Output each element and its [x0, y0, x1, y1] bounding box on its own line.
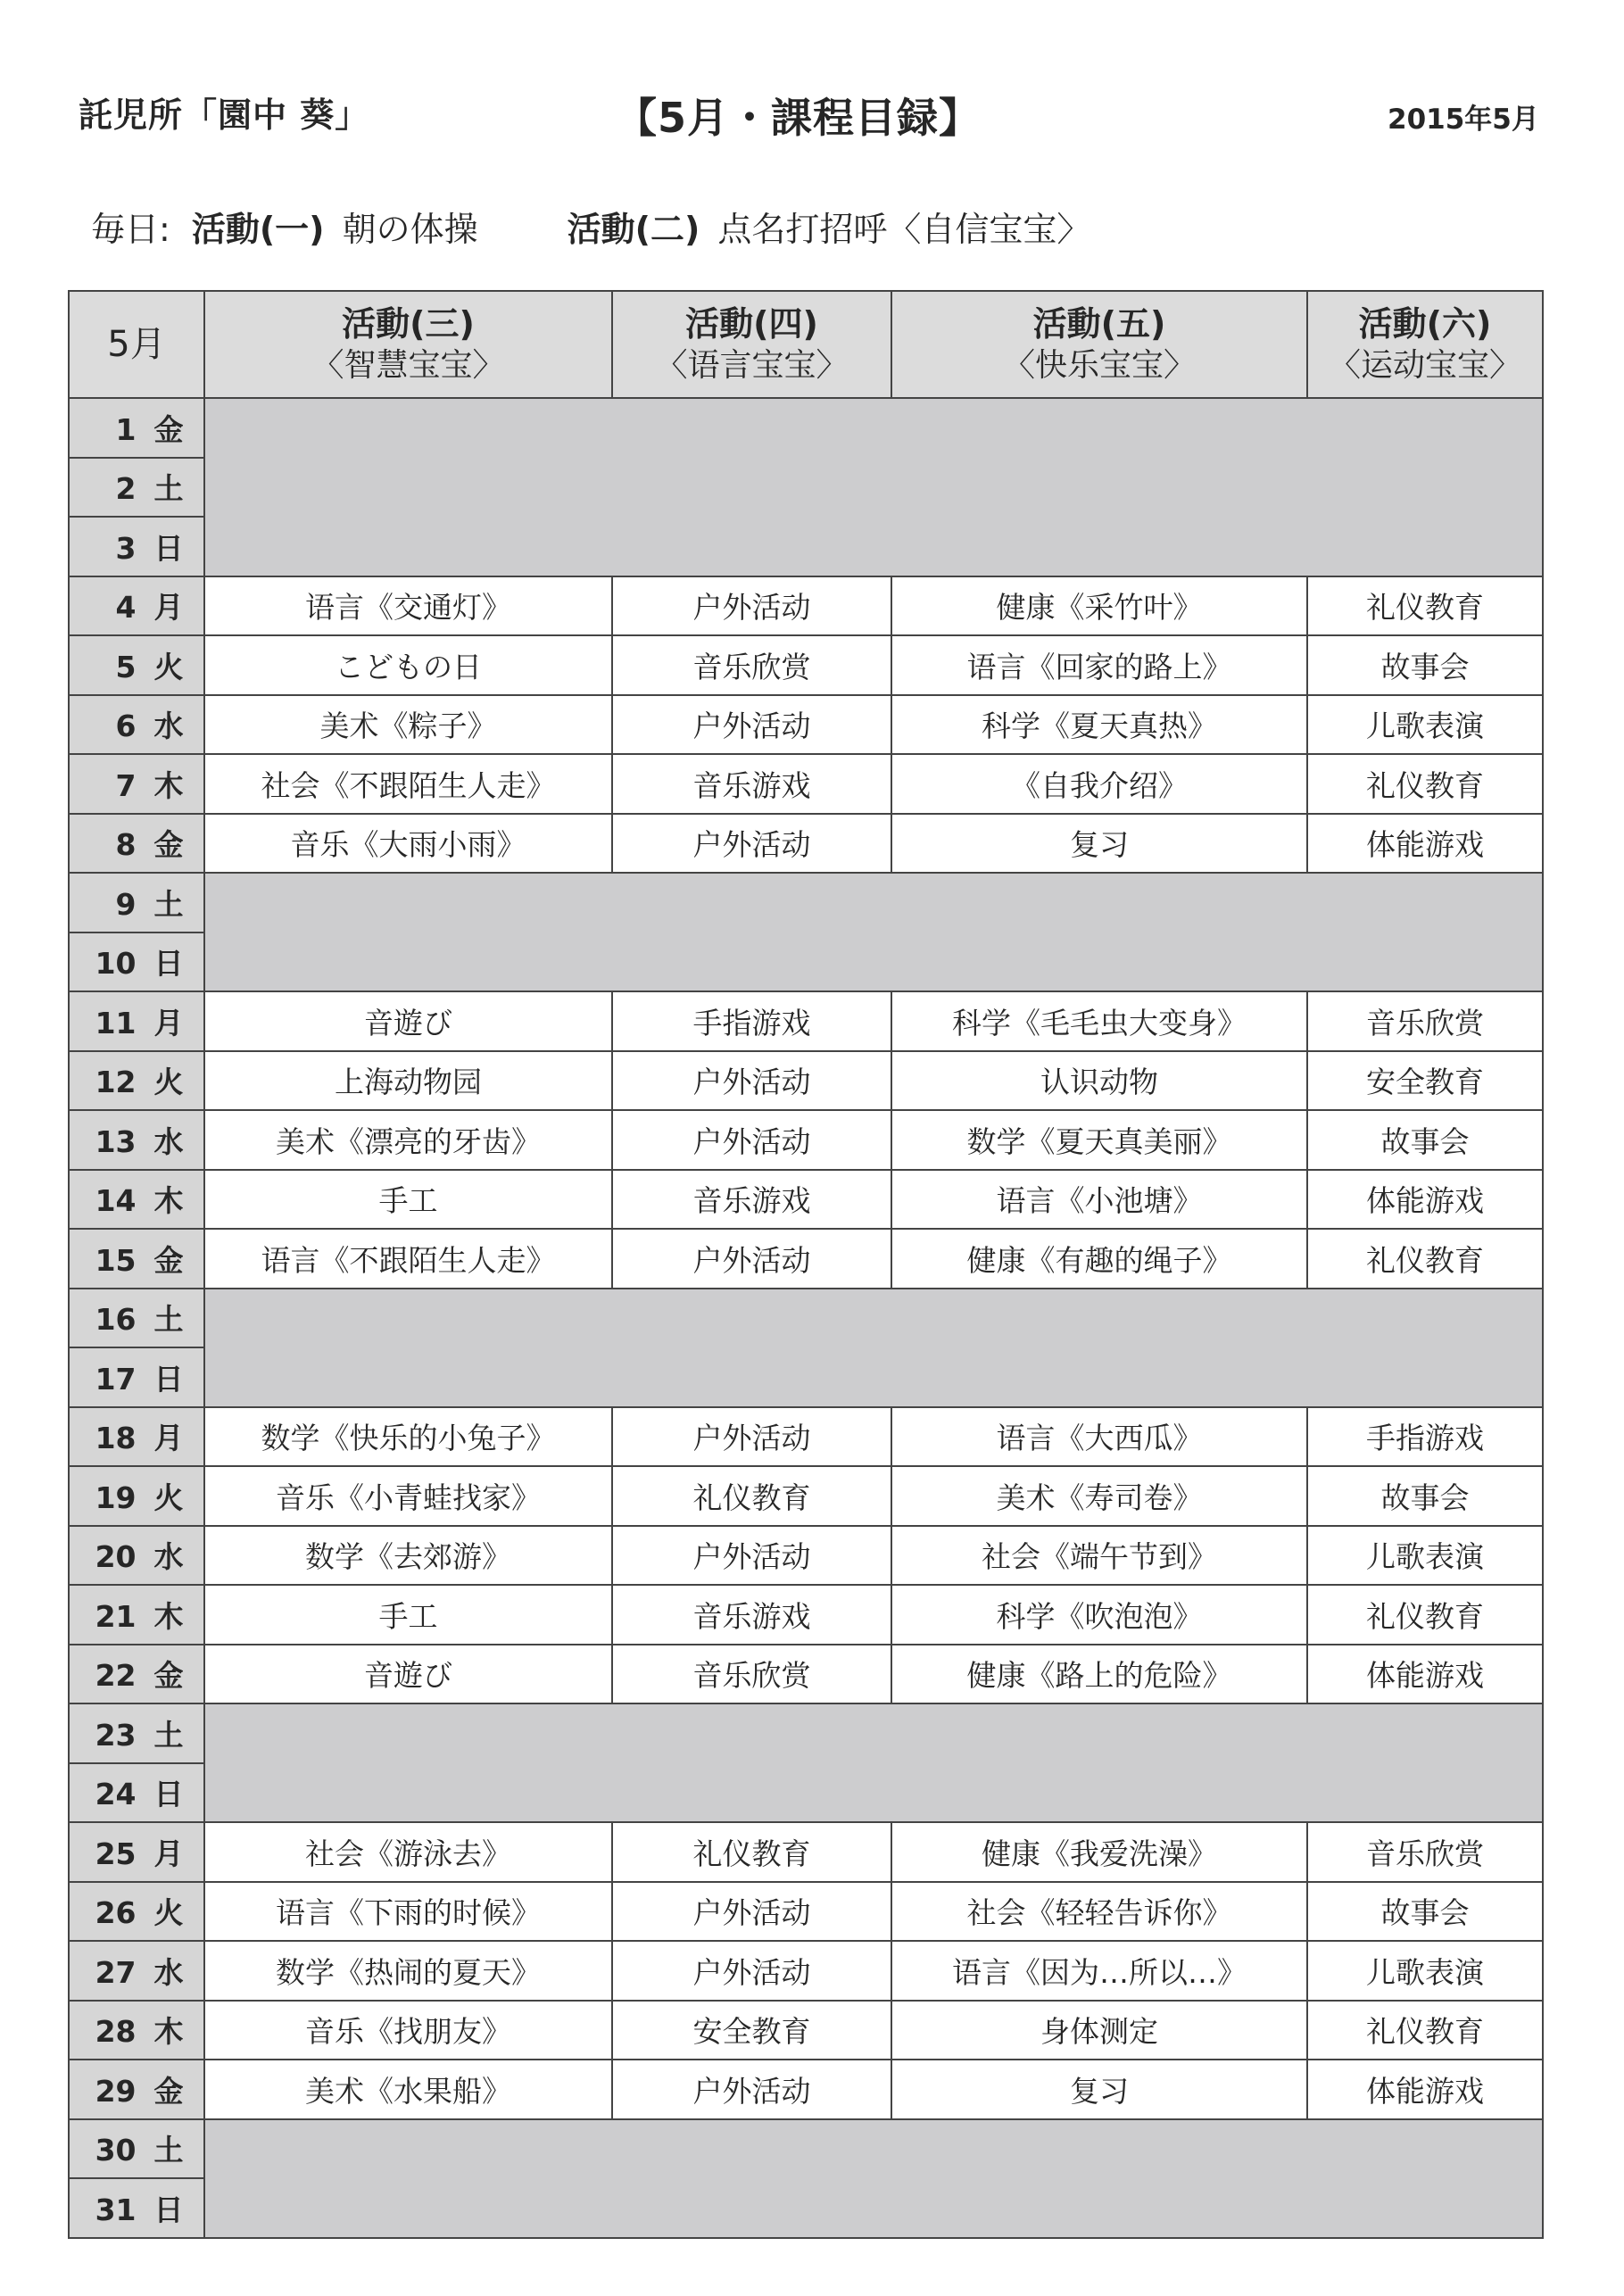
activity-cell: 礼仪教育 [612, 1822, 891, 1882]
table-row [69, 1645, 1543, 1704]
activity-cell: 安全教育 [612, 2001, 891, 2060]
date-cell [69, 1110, 204, 1170]
weekday: 金 [153, 1242, 184, 1278]
activity-cell: 手工 [204, 1585, 612, 1645]
table-row [69, 1110, 1543, 1170]
date-cell [69, 1466, 204, 1526]
activity-cell: 音乐《找朋友》 [204, 2001, 612, 2060]
weekday: 火 [153, 1895, 184, 1931]
no-class-block [204, 1289, 1543, 1407]
date-cell [69, 873, 204, 932]
table-row [69, 1882, 1543, 1942]
activity-cell: 语言《回家的路上》 [891, 635, 1307, 695]
weekday: 水 [153, 1123, 184, 1159]
weekday: 月 [153, 1836, 184, 1871]
date-cell [69, 695, 204, 755]
date-cell [69, 1170, 204, 1230]
day-number: 24 [95, 1777, 137, 1812]
activity-cell: 数学《夏天真美丽》 [891, 1110, 1307, 1170]
activity-cell: 手工 [204, 1170, 612, 1230]
column-title: 活動(六) [1358, 303, 1492, 344]
activity-cell: 社会《端午节到》 [891, 1526, 1307, 1586]
weekday: 土 [153, 1717, 184, 1753]
activity-cell: 户外活动 [612, 1526, 891, 1586]
date-cell [69, 1229, 204, 1289]
no-class-block [204, 1703, 1543, 1822]
daily-activities [91, 202, 1090, 251]
day-number: 4 [115, 590, 137, 626]
activity-cell: 音乐游戏 [612, 754, 891, 814]
activity-cell: 美术《漂亮的牙齿》 [204, 1110, 612, 1170]
weekday: 金 [153, 1658, 184, 1694]
table-row [69, 1526, 1543, 1586]
table-row [69, 2001, 1543, 2060]
activity-cell: 儿歌表演 [1307, 1526, 1543, 1586]
activity-cell: 语言《大西瓜》 [891, 1407, 1307, 1467]
date-cell [69, 1822, 204, 1882]
activity-cell: 故事会 [1307, 635, 1543, 695]
column-header-activity6 [1307, 291, 1543, 398]
table-row [69, 398, 1543, 458]
activity-cell: 户外活动 [612, 2060, 891, 2119]
day-number: 26 [95, 1895, 137, 1931]
activity-cell: 上海动物园 [204, 1051, 612, 1111]
activity-cell: 户外活动 [612, 1229, 891, 1289]
day-number: 5 [115, 649, 137, 684]
activity-cell: 体能游戏 [1307, 1170, 1543, 1230]
month-header: 5月 [69, 291, 204, 398]
date-cell [69, 814, 204, 874]
day-number: 2 [115, 471, 137, 507]
table-row [69, 635, 1543, 695]
activity-cell: 健康《我爱洗澡》 [891, 1822, 1307, 1882]
day-number: 6 [115, 709, 137, 744]
day-number: 12 [95, 1065, 137, 1100]
day-number: 10 [95, 946, 137, 982]
date-cell [69, 1347, 204, 1407]
table-row [69, 1941, 1543, 2001]
day-number: 14 [95, 1183, 137, 1219]
weekday: 金 [153, 827, 184, 863]
activity-cell: 社会《不跟陌生人走》 [204, 754, 612, 814]
activity-cell: 科学《毛毛虫大变身》 [891, 991, 1307, 1051]
date-cell [69, 576, 204, 636]
day-number: 17 [95, 1361, 137, 1397]
activity-cell: 音乐欣赏 [1307, 991, 1543, 1051]
day-number: 9 [115, 886, 137, 922]
date-cell [69, 1526, 204, 1586]
activity-cell: 数学《热闹的夏天》 [204, 1941, 612, 2001]
date-cell [69, 517, 204, 576]
activity-cell: 社会《轻轻告诉你》 [891, 1882, 1307, 1942]
activity-cell: 礼仪教育 [1307, 2001, 1543, 2060]
column-title: 活動(四) [685, 303, 818, 344]
activity-cell: 礼仪教育 [1307, 1229, 1543, 1289]
day-number: 25 [95, 1836, 137, 1871]
column-header-activity5 [891, 291, 1307, 398]
day-number: 8 [115, 827, 137, 863]
activity-cell: 数学《快乐的小兔子》 [204, 1407, 612, 1467]
activity-cell: 科学《吹泡泡》 [891, 1585, 1307, 1645]
activity-cell: 复习 [891, 2060, 1307, 2119]
date-cell [69, 1941, 204, 2001]
activity-cell: 音乐《大雨小雨》 [204, 814, 612, 874]
table-row [69, 695, 1543, 755]
table-row [69, 1229, 1543, 1289]
activity-cell: 故事会 [1307, 1882, 1543, 1942]
table-row [69, 873, 1543, 932]
weekday: 月 [153, 1005, 184, 1040]
weekday: 木 [153, 1598, 184, 1634]
activity-cell: 健康《有趣的绳子》 [891, 1229, 1307, 1289]
day-number: 30 [95, 2133, 137, 2168]
table-row [69, 1051, 1543, 1111]
date-cell [69, 2001, 204, 2060]
no-class-block [204, 2119, 1543, 2238]
activity-cell: 户外活动 [612, 1110, 891, 1170]
activity-cell: 音乐《小青蛙找家》 [204, 1466, 612, 1526]
date-cell [69, 2060, 204, 2119]
activity-cell: 《自我介绍》 [891, 754, 1307, 814]
activity-cell: 体能游戏 [1307, 814, 1543, 874]
day-number: 23 [95, 1717, 137, 1753]
activity-cell: 语言《下雨的时候》 [204, 1882, 612, 1942]
date-cell [69, 932, 204, 992]
date-cell [69, 398, 204, 458]
table-row [69, 1170, 1543, 1230]
table-row [69, 1703, 1543, 1763]
weekday: 火 [153, 1065, 184, 1100]
weekday: 土 [153, 2133, 184, 2168]
day-number: 1 [115, 411, 137, 447]
activity-cell: 音乐欣赏 [612, 1645, 891, 1704]
activity-cell: 户外活动 [612, 814, 891, 874]
activity-cell: 故事会 [1307, 1466, 1543, 1526]
weekday: 木 [153, 1183, 184, 1219]
weekday: 月 [153, 590, 184, 626]
activity1-label: 活動(一) [191, 210, 325, 249]
column-subtitle: 〈语言宝宝〉 [655, 347, 849, 385]
activity-cell: 安全教育 [1307, 1051, 1543, 1111]
table-row [69, 576, 1543, 636]
activity-cell: 音乐欣赏 [612, 635, 891, 695]
activity-cell: 礼仪教育 [1307, 576, 1543, 636]
day-number: 31 [95, 2192, 137, 2227]
activity-cell: 认识动物 [891, 1051, 1307, 1111]
activity-cell: 户外活动 [612, 1882, 891, 1942]
date-cell [69, 458, 204, 518]
day-number: 3 [115, 530, 137, 566]
weekday: 日 [153, 2192, 184, 2227]
column-subtitle: 〈运动宝宝〉 [1328, 347, 1521, 385]
activity-cell: 体能游戏 [1307, 2060, 1543, 2119]
column-header-activity4 [612, 291, 891, 398]
table-row [69, 1585, 1543, 1645]
table-row [69, 754, 1543, 814]
activity-cell: 户外活动 [612, 695, 891, 755]
weekday: 日 [153, 1777, 184, 1812]
schedule-table [68, 290, 1544, 2239]
activity-cell: 手指游戏 [612, 991, 891, 1051]
date-cell [69, 1763, 204, 1823]
day-number: 15 [95, 1242, 137, 1278]
day-number: 27 [95, 1954, 137, 1990]
activity-cell: 复习 [891, 814, 1307, 874]
activity-cell: 礼仪教育 [1307, 754, 1543, 814]
weekday: 水 [153, 709, 184, 744]
activity-cell: 美术《寿司卷》 [891, 1466, 1307, 1526]
weekday: 水 [153, 1539, 184, 1575]
date-cell [69, 1585, 204, 1645]
table-row [69, 1466, 1543, 1526]
day-number: 18 [95, 1421, 137, 1456]
activity-cell: こどもの日 [204, 635, 612, 695]
day-number: 29 [95, 2073, 137, 2109]
table-header-row [69, 291, 1543, 398]
activity-cell: 社会《游泳去》 [204, 1822, 612, 1882]
schedule-body [69, 398, 1543, 2238]
date-cell [69, 2178, 204, 2238]
date-cell [69, 1407, 204, 1467]
activity-cell: 语言《因为…所以…》 [891, 1941, 1307, 2001]
daily-label: 毎日: [91, 210, 170, 249]
column-title: 活動(三) [342, 303, 475, 344]
table-row [69, 1822, 1543, 1882]
date-cell [69, 1289, 204, 1348]
activity-cell: 儿歌表演 [1307, 695, 1543, 755]
no-class-block [204, 398, 1543, 576]
weekday: 火 [153, 649, 184, 684]
activity-cell: 健康《路上的危险》 [891, 1645, 1307, 1704]
activity-cell: 体能游戏 [1307, 1645, 1543, 1704]
date-cell [69, 635, 204, 695]
activity-cell: 礼仪教育 [1307, 1585, 1543, 1645]
activity-cell: 礼仪教育 [612, 1466, 891, 1526]
activity-cell: 户外活动 [612, 576, 891, 636]
activity-cell: 儿歌表演 [1307, 1941, 1543, 2001]
activity-cell: 美术《水果船》 [204, 2060, 612, 2119]
day-number: 19 [95, 1480, 137, 1515]
activity-cell: 美术《粽子》 [204, 695, 612, 755]
weekday: 水 [153, 1954, 184, 1990]
day-number: 11 [95, 1005, 137, 1040]
activity2-label: 活動(二) [567, 210, 700, 249]
activity-cell: 身体测定 [891, 2001, 1307, 2060]
weekday: 木 [153, 2014, 184, 2050]
date-cell [69, 1882, 204, 1942]
no-class-block [204, 873, 1543, 991]
weekday: 日 [153, 946, 184, 982]
activity-cell: 户外活动 [612, 1407, 891, 1467]
activity-cell: 数学《去郊游》 [204, 1526, 612, 1586]
weekday: 土 [153, 1302, 184, 1338]
document-date: 2015年5月 [1388, 104, 1539, 136]
date-cell [69, 1703, 204, 1763]
activity2-text: 点名打招呼〈自信宝宝〉 [717, 210, 1091, 249]
activity-cell: 音遊び [204, 1645, 612, 1704]
day-number: 7 [115, 767, 137, 803]
table-row [69, 991, 1543, 1051]
weekday: 日 [153, 530, 184, 566]
table-row [69, 2060, 1543, 2119]
table-row [69, 2119, 1543, 2179]
column-title: 活動(五) [1032, 303, 1166, 344]
day-number: 13 [95, 1123, 137, 1159]
day-number: 22 [95, 1658, 137, 1694]
table-row [69, 1289, 1543, 1348]
day-number: 21 [95, 1598, 137, 1634]
date-cell [69, 1051, 204, 1111]
nursery-name: 託児所「園中 葵」 [79, 95, 370, 135]
activity1-text: 朝の体操 [342, 210, 478, 249]
column-subtitle: 〈快乐宝宝〉 [1002, 347, 1196, 385]
weekday: 日 [153, 1361, 184, 1397]
date-cell [69, 1645, 204, 1704]
activity-cell: 健康《采竹叶》 [891, 576, 1307, 636]
weekday: 金 [153, 411, 184, 447]
weekday: 金 [153, 2073, 184, 2109]
activity-cell: 科学《夏天真热》 [891, 695, 1307, 755]
activity-cell: 音乐欣赏 [1307, 1822, 1543, 1882]
weekday: 木 [153, 767, 184, 803]
column-subtitle: 〈智慧宝宝〉 [311, 347, 505, 385]
day-number: 16 [95, 1302, 137, 1338]
activity-cell: 故事会 [1307, 1110, 1543, 1170]
activity-cell: 语言《交通灯》 [204, 576, 612, 636]
date-cell [69, 754, 204, 814]
date-cell [69, 2119, 204, 2179]
activity-cell: 音乐游戏 [612, 1170, 891, 1230]
activity-cell: 音遊び [204, 991, 612, 1051]
column-header-activity3 [204, 291, 612, 398]
activity-cell: 语言《小池塘》 [891, 1170, 1307, 1230]
table-row [69, 814, 1543, 874]
weekday: 土 [153, 886, 184, 922]
activity-cell: 手指游戏 [1307, 1407, 1543, 1467]
activity-cell: 户外活动 [612, 1941, 891, 2001]
weekday: 月 [153, 1421, 184, 1456]
activity-cell: 语言《不跟陌生人走》 [204, 1229, 612, 1289]
activity-cell: 音乐游戏 [612, 1585, 891, 1645]
date-cell [69, 991, 204, 1051]
day-number: 20 [95, 1539, 137, 1575]
weekday: 火 [153, 1480, 184, 1515]
day-number: 28 [95, 2014, 137, 2050]
weekday: 土 [153, 471, 184, 507]
table-row [69, 1407, 1543, 1467]
document-title: 【5月・課程目録】 [616, 94, 982, 142]
activity-cell: 户外活动 [612, 1051, 891, 1111]
